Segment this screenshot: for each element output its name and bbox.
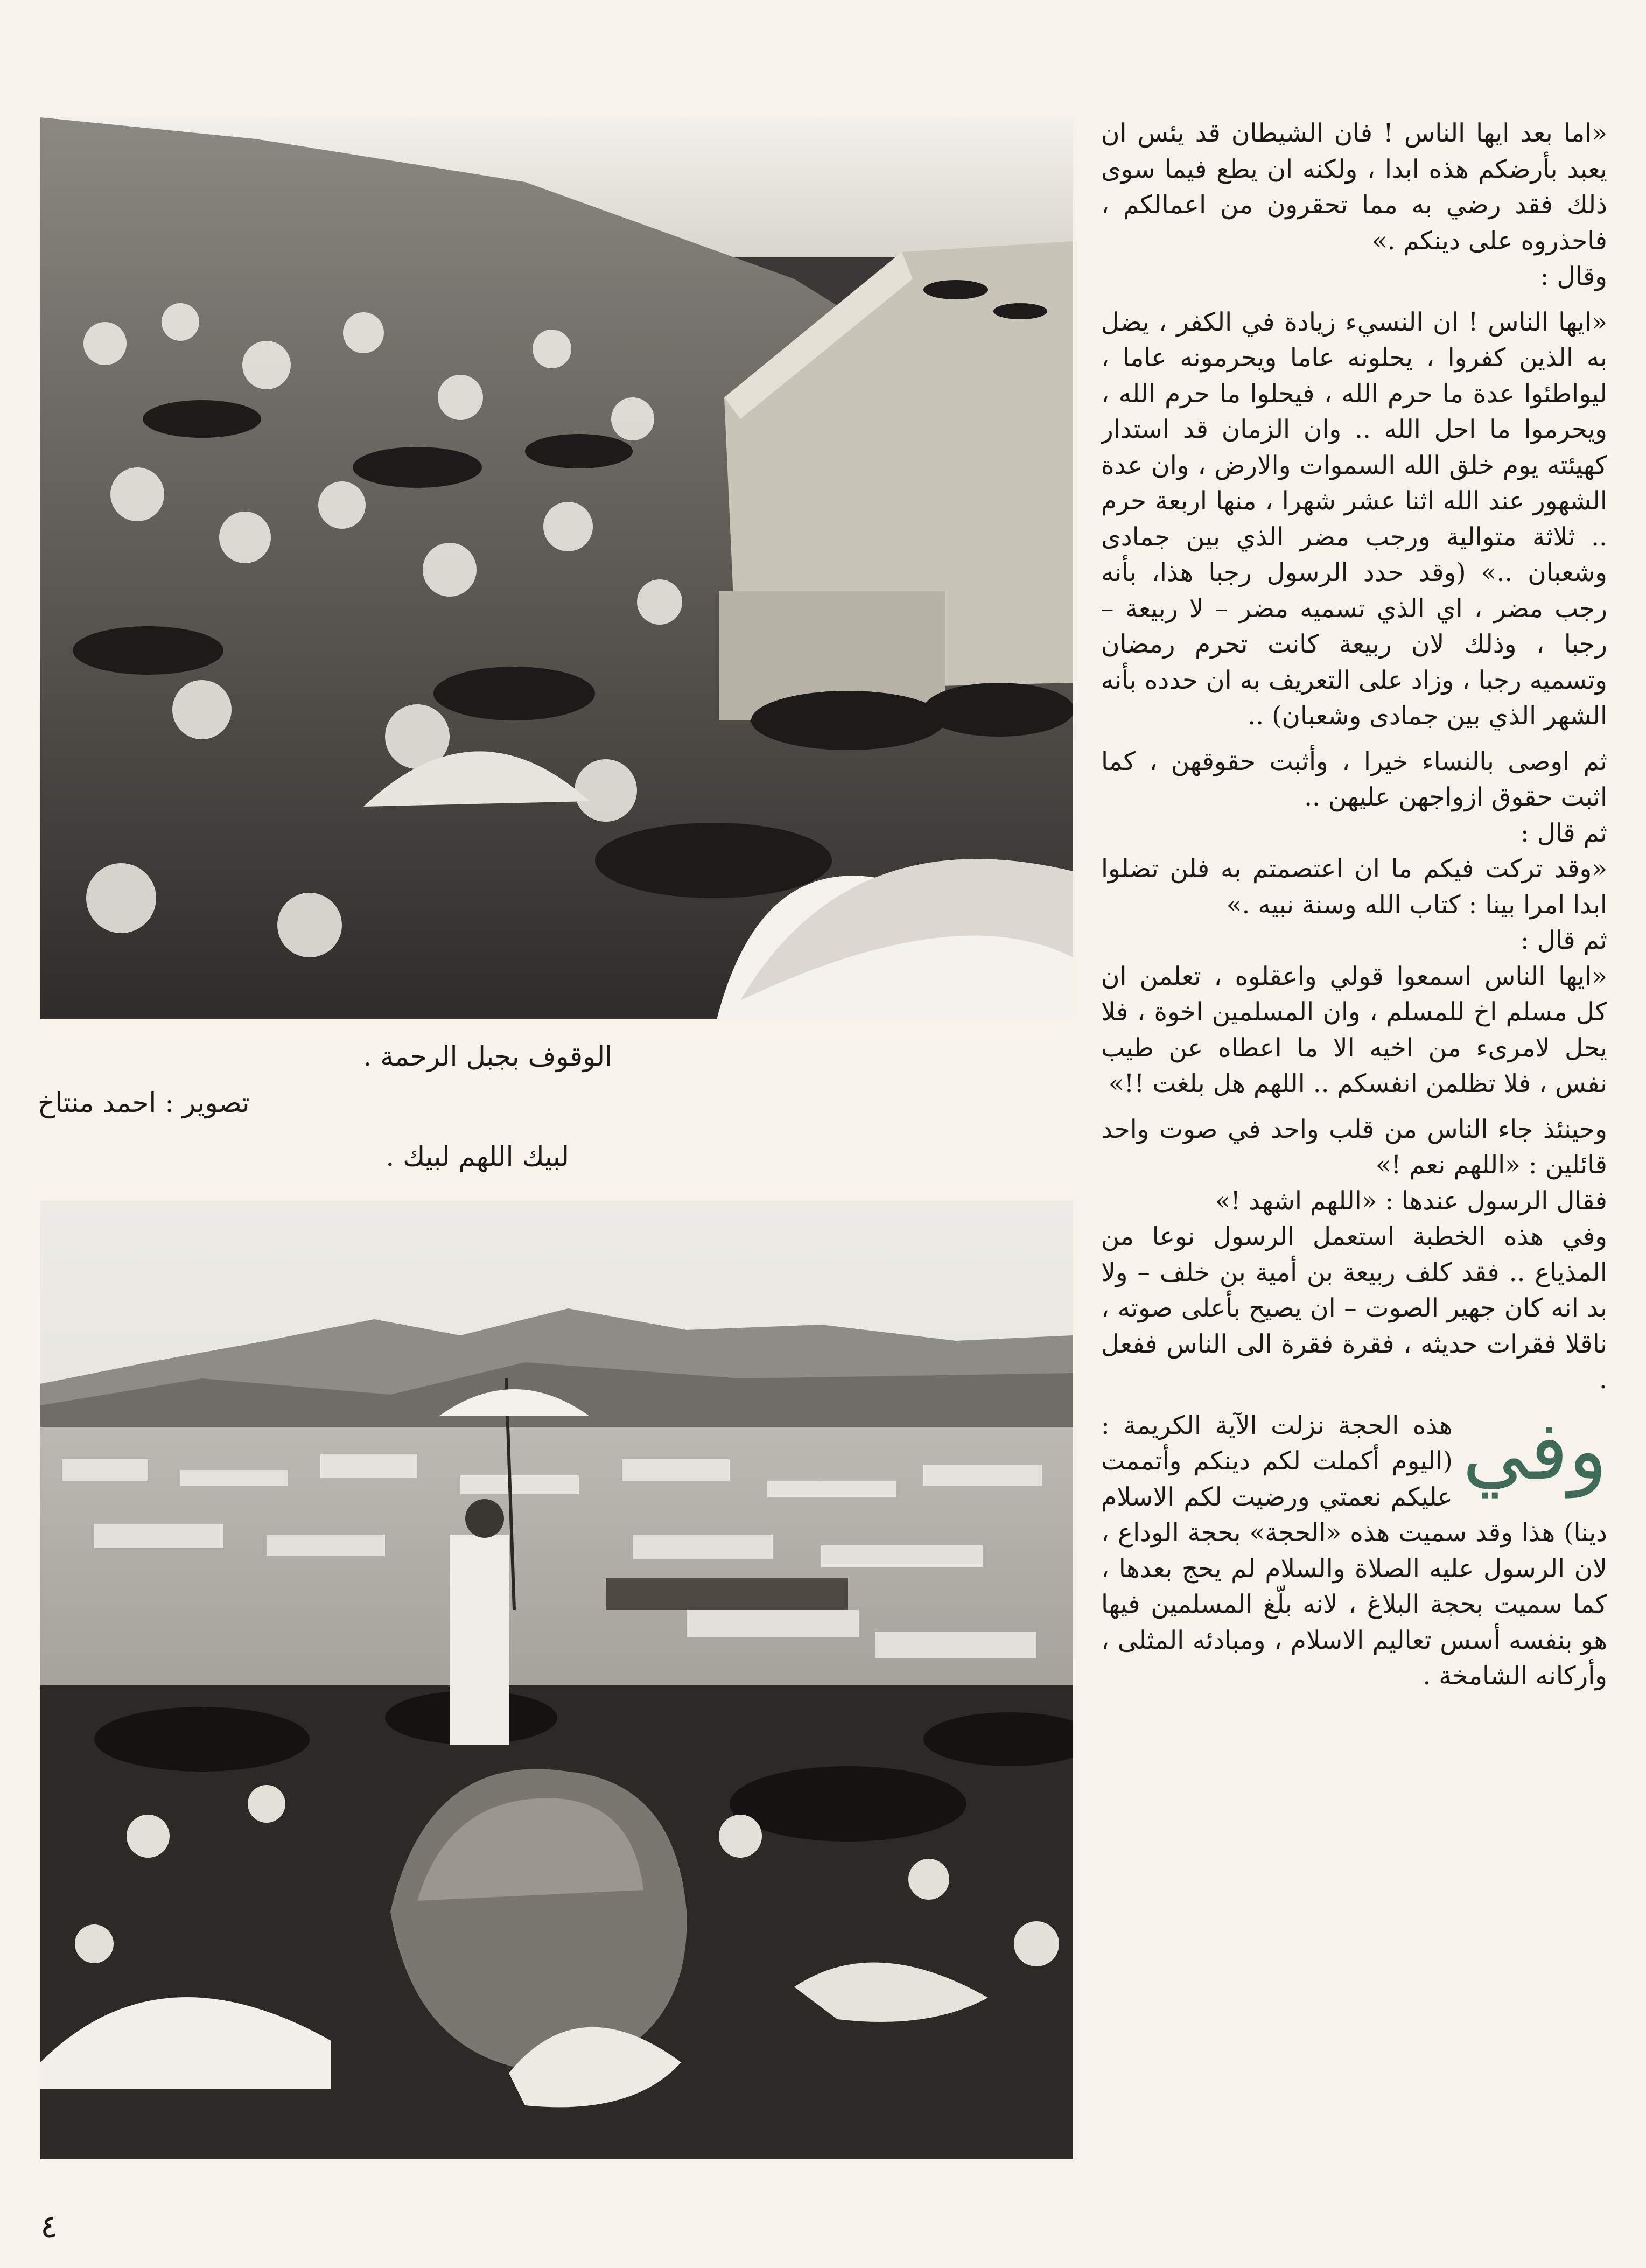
- article-paragraph: «اما بعد ايها الناس ! فان الشيطان قد يئس ان يعبد بأرضكم هذه ابدا ، ولكنه ان يطع فيما سوى ذلك فقد رضي به مما تحقرون من اعمالكم ، فاحذروه على دينكم .»: [1101, 118, 1607, 256]
- photo-caption-bottom: لبيك اللهم لبيك .: [386, 1141, 569, 1172]
- article-paragraph: وقال :: [1540, 262, 1607, 291]
- article-paragraph: «ايها الناس ! ان النسيء زيادة في الكفر ، يضل به الذين كفروا ، يحلونه عاما ويحرمونه عاما ، ليواطئوا عدة ما حرم الله ، فيحلوا ما حرم الله ، ويحرموا ما احل الله .. وان الزمان قد استدار كهيئته يوم خلق الله السموات والارض ، وان عدة الشهور عند الله اثنا عشر شهرا ، منها اربعة حرم .. ثلاثة متوالية ورجب مضر الذي بين جمادى وشعبان ..» (وقد حدد الرسول رجبا هذا، بأنه رجب مضر ، اي الذي تسميه مضر – لا ربيعة – رجبا ، وذلك لان ربيعة كانت تحرم رمضان وتسميه رجبا ، وزاد على التعريف به ان حدده بأنه الشهر الذي بين جمادى وشعبان) ..: [1101, 307, 1607, 731]
- article-column: [1101, 116, 1607, 2200]
- photo-mount-arafat-crowd: [40, 117, 1073, 1019]
- article-paragraph: وفي هذه الخطبة استعمل الرسول نوعا من المذياع .. فقد كلف ربيعة بن أمية بن خلف – ولا بد انه كان جهير الصوت – ان يصيح بأعلى صوته ، ناقلا فقرات حديثه ، فقرة فقرة الى الناس ففعل .: [1101, 1222, 1607, 1395]
- article-paragraph: فقال الرسول عندها : «اللهم اشهد !»: [1215, 1186, 1607, 1216]
- article-paragraph: ثم اوصى بالنساء خيرا ، وأثبت حقوقهن ، كما اثبت حقوق ازواجهن عليهن ..: [1101, 746, 1607, 812]
- article-final-text: هذه الحجة نزلت الآية الكريمة : (اليوم أكملت لكم دينكم وأتممت عليكم نعمتي ورضيت لكم الاسلام دينا) هذا وقد سميت هذه «الحجة» بحجة الوداع ، لان الرسول عليه الصلاة والسلام لم يحج بعدها ، كما سميت بحجة البلاغ ، لانه بلّغ المسلمين فيها هو بنفسه أسس تعاليم الاسلام ، ومبادئه المثلى ، وأركانه الشامخة .: [1101, 1410, 1607, 1691]
- drop-cap: وفي: [1462, 1404, 1607, 1498]
- article-paragraph: ثم قال :: [1520, 818, 1607, 848]
- article-paragraph: وحينئذ جاء الناس من قلب واحد في صوت واحد قائلين : «اللهم نعم !»: [1101, 1114, 1607, 1180]
- article-paragraph: «ايها الناس اسمعوا قولي واعقلوه ، تعلمن ان كل مسلم اخ للمسلم ، وان المسلمين اخوة ، فلا يحل لامرىء من اخيه الا ما اعطاه عن طيب نفس ، فلا تظلمن انفسكم .. اللهم هل بلغت !!»: [1101, 961, 1607, 1098]
- article-final-paragraph: [1101, 1404, 1607, 1695]
- photo-pilgrim-on-rock: [40, 1201, 1073, 2159]
- article-paragraph: «وقد تركت فيكم ما ان اعتصمتم به فلن تضلوا ابدا امرا بينا : كتاب الله وسنة نبيه .»: [1101, 854, 1607, 920]
- article-paragraph: ثم قال :: [1520, 926, 1607, 955]
- photo-caption-top: الوقوف بجبل الرحمة .: [363, 1041, 612, 1072]
- page-number: ٤: [40, 2208, 58, 2245]
- photo-credit: تصوير : احمد منتاخ: [38, 1087, 250, 1118]
